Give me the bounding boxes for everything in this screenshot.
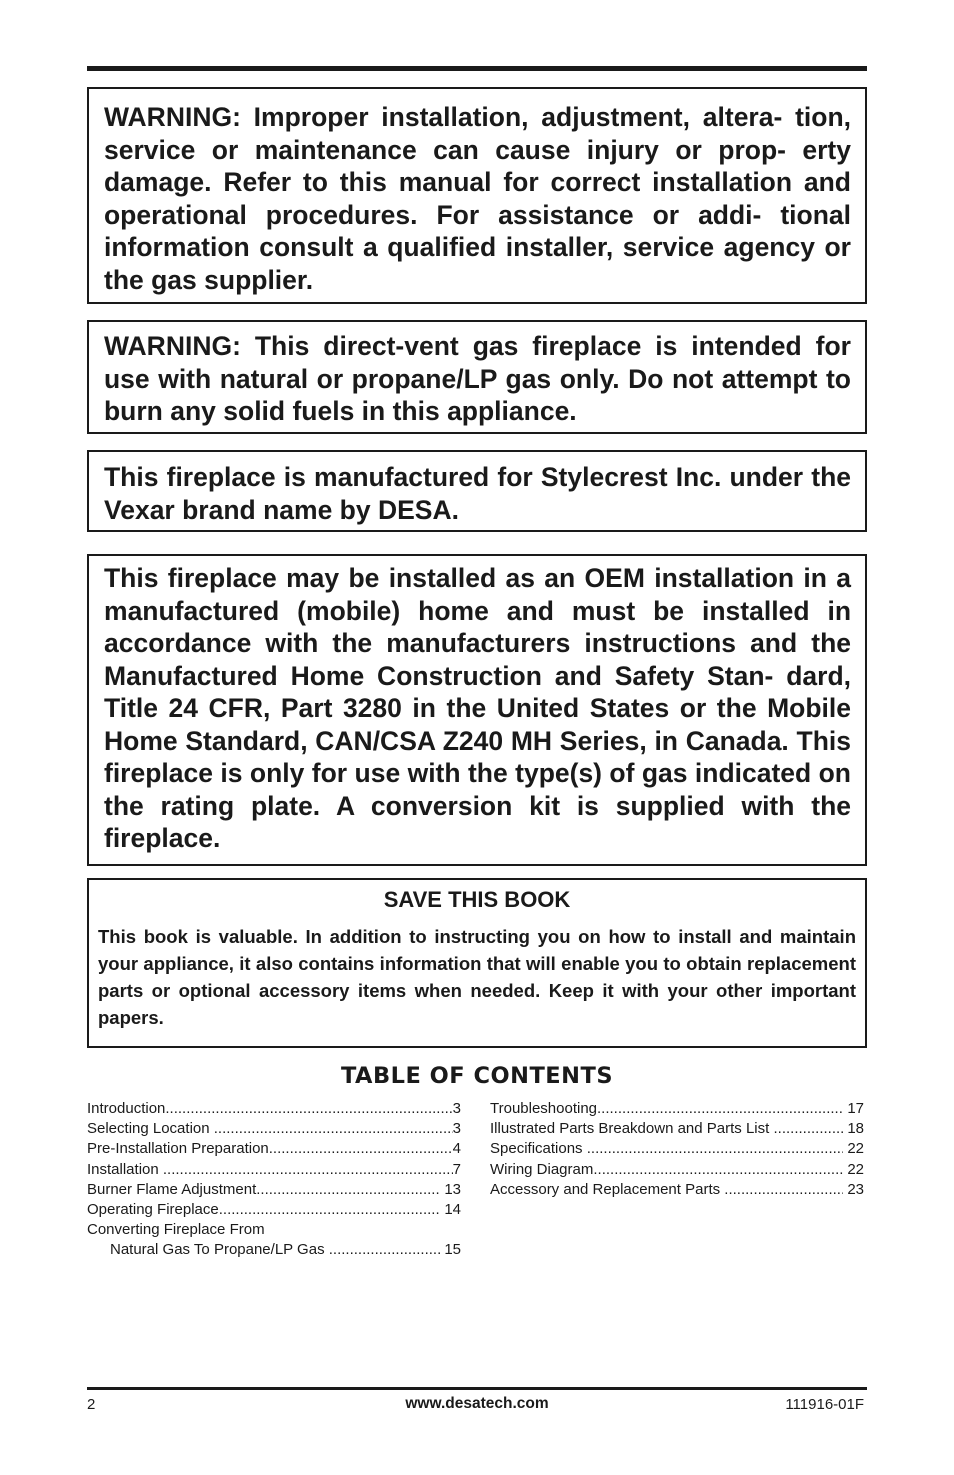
toc-entry-page: 3 — [452, 1120, 461, 1138]
toc-entry[interactable] — [490, 1139, 864, 1159]
toc-leader — [593, 1160, 843, 1180]
toc-entry[interactable] — [87, 1180, 461, 1200]
toc-entry-label: Pre-Installation Preparation — [87, 1140, 269, 1158]
toc-entry[interactable] — [87, 1220, 461, 1240]
toc-entry-label: Introduction — [87, 1100, 166, 1117]
toc-entry[interactable] — [87, 1139, 461, 1159]
toc-leader — [269, 1139, 453, 1159]
manufacturer-box — [87, 450, 867, 532]
toc-leader — [214, 1119, 453, 1139]
toc-entry[interactable] — [490, 1119, 864, 1139]
toc-entry[interactable] — [490, 1180, 864, 1200]
bottom-rule — [87, 1387, 867, 1390]
toc-entry-page: 23 — [847, 1180, 864, 1198]
oem-installation-text: This fireplace may be installed as an OEM installation in a manufactured (mobile) home and must be installed in accordance with the manufacturers instructions and the Manufactured Home Construction and Safety Stan- dard, Title 24 CFR, Part 3280 in the United States or the Mobile Home Standard, CAN/CSA Z240 MH Series, in Canada. This fireplace is only for use with the type(s) of gas indicated on the rating plate. A conversion kit is supplied with the fireplace. — [104, 563, 851, 853]
toc-leader — [773, 1119, 843, 1139]
toc-leader — [587, 1139, 843, 1159]
toc-entry[interactable] — [87, 1240, 461, 1260]
toc-entry-label: Accessory and Replacement Parts — [490, 1180, 721, 1198]
toc-leader — [165, 1099, 452, 1119]
toc-entry-label: Operating Fireplace — [87, 1201, 219, 1219]
toc-entry[interactable] — [490, 1099, 864, 1119]
toc-entry-page: 18 — [847, 1120, 864, 1138]
toc-entry-label: Installation — [87, 1160, 159, 1178]
toc-leader — [256, 1180, 440, 1200]
toc-entry-page: 7 — [452, 1160, 461, 1178]
toc-entry-page: 3 — [452, 1100, 461, 1117]
toc-leader — [329, 1240, 440, 1260]
toc-entry-label: Selecting Location — [87, 1120, 210, 1138]
save-this-book-body: This book is valuable. In addition to instructing you on how to install and maintain your appliance, it also contains information that will enable you to obtain replacement parts or optional accessory items when needed. Keep it with your other important papers. — [98, 926, 856, 1028]
toc-entry-label: Burner Flame Adjustment — [87, 1180, 257, 1198]
toc-entry-page: 22 — [847, 1160, 864, 1178]
warning-box-installation — [87, 87, 867, 304]
toc-entry-page: 4 — [452, 1140, 461, 1158]
website-link[interactable]: www.desatech.com — [405, 1395, 549, 1412]
toc-leader — [163, 1160, 453, 1180]
document-number: 111916-01F — [785, 1396, 864, 1413]
toc-entry-page: 14 — [444, 1201, 461, 1219]
save-this-book-title: SAVE THIS BOOK — [383, 887, 571, 912]
warning-text-installation: WARNING: Improper installation, adjustment, altera- tion, service or maintenance can cause injury or prop- erty damage. Refer to this manual for correct installation and operational procedures. For assistance or addi- tional information consult a qualified installer, service agency or the gas supplier. — [104, 102, 851, 295]
manufacturer-text: This fireplace is manufactured for Stylecrest Inc. under the Vexar brand name by DESA. — [104, 462, 851, 525]
toc-entry-label: Converting Fireplace From — [87, 1221, 265, 1239]
toc-left-column — [87, 1099, 461, 1261]
save-this-book-box — [87, 878, 867, 1048]
toc-leader — [597, 1099, 843, 1119]
oem-installation-box — [87, 554, 867, 866]
toc-entry-page: 15 — [444, 1241, 461, 1259]
toc-entry-page: 17 — [847, 1100, 864, 1117]
table-of-contents-title: TABLE OF CONTENTS — [340, 1063, 614, 1089]
toc-entry[interactable] — [490, 1160, 864, 1180]
toc-entry-label: Natural Gas To Propane/LP Gas — [110, 1241, 325, 1259]
top-rule — [87, 66, 867, 71]
toc-entry-page: 13 — [444, 1180, 461, 1198]
toc-entry-page: 22 — [847, 1140, 864, 1158]
toc-entry[interactable] — [87, 1200, 461, 1220]
warning-box-fuel — [87, 320, 867, 434]
toc-entry-label: Illustrated Parts Breakdown and Parts List — [490, 1120, 770, 1138]
toc-entry-label: Troubleshooting — [490, 1100, 598, 1117]
toc-right-column — [490, 1099, 864, 1200]
toc-entry-label: Specifications — [490, 1140, 583, 1158]
toc-entry[interactable] — [87, 1099, 461, 1119]
page-number: 2 — [87, 1396, 96, 1413]
toc-leader — [724, 1180, 843, 1200]
toc-entry-label: Wiring Diagram — [490, 1160, 594, 1178]
warning-text-fuel: WARNING: This direct-vent gas fireplace is intended for use with natural or propane/LP gas only. Do not attempt to burn any solid fuels in this appliance. — [104, 331, 851, 426]
toc-entry[interactable] — [87, 1119, 461, 1139]
toc-leader — [219, 1200, 440, 1220]
toc-entry[interactable] — [87, 1160, 461, 1180]
